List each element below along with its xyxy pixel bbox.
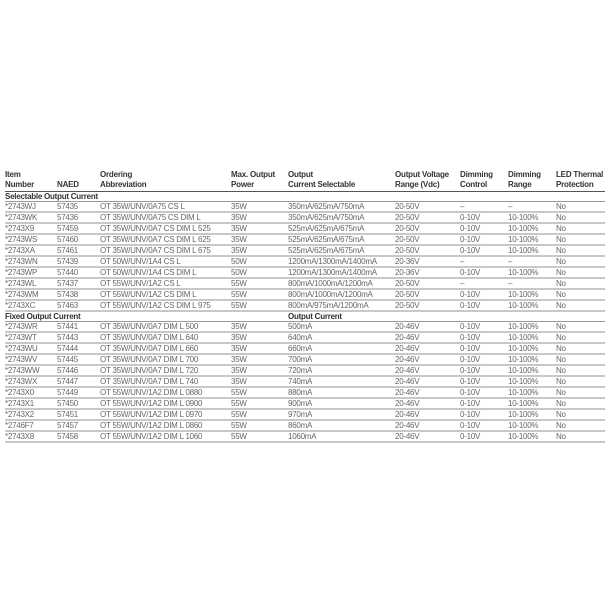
cell-output-current: 525mA/625mA/675mA <box>288 223 395 234</box>
cell-output-voltage-range: 20-46V <box>395 332 460 343</box>
table-row <box>5 376 605 387</box>
cell-dimming-range: 10-100% <box>508 322 556 333</box>
cell-dimming-range: 10-100% <box>508 354 556 365</box>
cell-dimming-control: 0-10V <box>460 289 508 300</box>
cell-max-output-power: 55W <box>231 398 288 409</box>
cell-output-current: 500mA <box>288 322 395 333</box>
cell-dimming-range: – <box>508 278 556 289</box>
cell-ordering-abbreviation: OT 35W/UNV/0A7 CS DIM L 675 <box>100 245 231 256</box>
cell-output-current: 1060mA <box>288 431 395 442</box>
column-header-line: Current Selectable <box>288 180 356 189</box>
cell-output-voltage-range: 20-50V <box>395 300 460 311</box>
cell-output-voltage-range: 20-50V <box>395 234 460 245</box>
cell-max-output-power: 55W <box>231 431 288 442</box>
table-row <box>5 365 605 376</box>
column-header-line: Abbreviation <box>100 180 147 189</box>
cell-max-output-power: 55W <box>231 289 288 300</box>
cell-dimming-range: 10-100% <box>508 245 556 256</box>
cell-ordering-abbreviation: OT 35W/UNV/0A7 DIM L 640 <box>100 332 231 343</box>
cell-dimming-control: 0-10V <box>460 212 508 223</box>
cell-ordering-abbreviation: OT 55W/UNV/1A2 CS DIM L <box>100 289 231 300</box>
cell-max-output-power: 35W <box>231 376 288 387</box>
table-row <box>5 223 605 234</box>
cell-output-current: 900mA <box>288 398 395 409</box>
cell-ordering-abbreviation: OT 35W/UNV/0A7 CS DIM L 525 <box>100 223 231 234</box>
cell-led-thermal-protection: No <box>556 431 605 442</box>
cell-led-thermal-protection: No <box>556 409 605 420</box>
cell-max-output-power: 35W <box>231 234 288 245</box>
cell-led-thermal-protection: No <box>556 420 605 431</box>
table-row <box>5 387 605 398</box>
cell-dimming-range: 10-100% <box>508 267 556 278</box>
column-header-line: LED Thermal <box>556 170 604 179</box>
cell-output-current: 1200mA/1300mA/1400mA <box>288 256 395 267</box>
table-row <box>5 332 605 343</box>
cell-item-number: *2743WW <box>5 365 57 376</box>
cell-dimming-control: 0-10V <box>460 300 508 311</box>
cell-naed: 57447 <box>57 376 100 387</box>
cell-item-number: *2743X2 <box>5 409 57 420</box>
cell-naed: 57436 <box>57 212 100 223</box>
cell-ordering-abbreviation: OT 55W/UNV/1A2 CS L <box>100 278 231 289</box>
cell-led-thermal-protection: No <box>556 387 605 398</box>
column-header-line: Dimming <box>460 170 493 179</box>
cell-output-voltage-range: 20-36V <box>395 267 460 278</box>
cell-output-voltage-range: 20-46V <box>395 365 460 376</box>
cell-dimming-control: 0-10V <box>460 322 508 333</box>
cell-led-thermal-protection: No <box>556 212 605 223</box>
column-header-led-thermal-protection <box>556 170 605 192</box>
cell-dimming-control: – <box>460 278 508 289</box>
cell-output-current: 700mA <box>288 354 395 365</box>
cell-output-voltage-range: 20-50V <box>395 202 460 213</box>
cell-led-thermal-protection: No <box>556 322 605 333</box>
cell-max-output-power: 35W <box>231 365 288 376</box>
cell-led-thermal-protection: No <box>556 234 605 245</box>
cell-naed: 57451 <box>57 409 100 420</box>
table-row <box>5 420 605 431</box>
table-row <box>5 300 605 311</box>
cell-dimming-range: 10-100% <box>508 212 556 223</box>
cell-led-thermal-protection: No <box>556 332 605 343</box>
cell-output-current: 970mA <box>288 409 395 420</box>
cell-item-number: *2743WL <box>5 278 57 289</box>
cell-output-voltage-range: 20-46V <box>395 343 460 354</box>
table-row <box>5 212 605 223</box>
table-row <box>5 409 605 420</box>
cell-dimming-range: 10-100% <box>508 223 556 234</box>
cell-naed: 57460 <box>57 234 100 245</box>
cell-naed: 57444 <box>57 343 100 354</box>
section-header-row <box>5 311 605 322</box>
cell-max-output-power: 55W <box>231 409 288 420</box>
cell-ordering-abbreviation: OT 50W/UNV/1A4 CS DIM L <box>100 267 231 278</box>
cell-output-voltage-range: 20-46V <box>395 354 460 365</box>
cell-led-thermal-protection: No <box>556 278 605 289</box>
section-subtitle: Output Current <box>288 311 605 322</box>
column-header-line: Control <box>460 180 488 189</box>
cell-naed: 57443 <box>57 332 100 343</box>
cell-item-number: *2743X0 <box>5 387 57 398</box>
cell-led-thermal-protection: No <box>556 223 605 234</box>
table-row <box>5 343 605 354</box>
column-header-line: Output Voltage <box>395 170 449 179</box>
cell-item-number: *2743X8 <box>5 431 57 442</box>
cell-dimming-control: 0-10V <box>460 365 508 376</box>
cell-output-voltage-range: 20-46V <box>395 322 460 333</box>
section-title: Selectable Output Current <box>5 192 288 202</box>
cell-max-output-power: 55W <box>231 387 288 398</box>
cell-output-voltage-range: 20-36V <box>395 256 460 267</box>
cell-dimming-control: 0-10V <box>460 343 508 354</box>
cell-dimming-range: 10-100% <box>508 409 556 420</box>
cell-dimming-control: 0-10V <box>460 398 508 409</box>
table-row <box>5 322 605 333</box>
column-header-line: Item <box>5 170 21 179</box>
cell-max-output-power: 50W <box>231 256 288 267</box>
cell-naed: 57463 <box>57 300 100 311</box>
cell-dimming-control: – <box>460 256 508 267</box>
table-row <box>5 245 605 256</box>
column-header-max-output-power <box>231 170 288 192</box>
column-header-line: Range <box>508 180 532 189</box>
cell-naed: 57458 <box>57 431 100 442</box>
cell-output-voltage-range: 20-46V <box>395 387 460 398</box>
column-header-item-number <box>5 170 57 192</box>
cell-naed: 57449 <box>57 387 100 398</box>
column-header-line: Power <box>231 180 255 189</box>
cell-max-output-power: 55W <box>231 278 288 289</box>
table-row <box>5 234 605 245</box>
cell-ordering-abbreviation: OT 55W/UNV/1A2 DIM L 0900 <box>100 398 231 409</box>
cell-led-thermal-protection: No <box>556 256 605 267</box>
cell-max-output-power: 35W <box>231 202 288 213</box>
column-header-line: Max. Output <box>231 170 276 179</box>
cell-dimming-range: 10-100% <box>508 420 556 431</box>
cell-item-number: *2743X1 <box>5 398 57 409</box>
cell-ordering-abbreviation: OT 35W/UNV/0A7 DIM L 700 <box>100 354 231 365</box>
cell-naed: 57450 <box>57 398 100 409</box>
cell-item-number: *2743WP <box>5 267 57 278</box>
cell-max-output-power: 35W <box>231 223 288 234</box>
column-header-line: Dimming <box>508 170 541 179</box>
cell-output-current: 525mA/625mA/675mA <box>288 245 395 256</box>
cell-ordering-abbreviation: OT 55W/UNV/1A2 CS DIM L 975 <box>100 300 231 311</box>
cell-led-thermal-protection: No <box>556 398 605 409</box>
cell-max-output-power: 35W <box>231 245 288 256</box>
cell-output-voltage-range: 20-50V <box>395 245 460 256</box>
column-header-line <box>57 170 100 180</box>
cell-dimming-range: 10-100% <box>508 398 556 409</box>
cell-dimming-control: 0-10V <box>460 431 508 442</box>
cell-dimming-control: 0-10V <box>460 409 508 420</box>
cell-max-output-power: 35W <box>231 212 288 223</box>
cell-ordering-abbreviation: OT 35W/UNV/0A7 DIM L 500 <box>100 322 231 333</box>
table-row <box>5 289 605 300</box>
cell-dimming-control: 0-10V <box>460 223 508 234</box>
table-row <box>5 398 605 409</box>
cell-item-number: *2743WN <box>5 256 57 267</box>
cell-naed: 57439 <box>57 256 100 267</box>
cell-output-current: 660mA <box>288 343 395 354</box>
column-header-dimming-range <box>508 170 556 192</box>
cell-naed: 57440 <box>57 267 100 278</box>
cell-dimming-control: – <box>460 202 508 213</box>
cell-naed: 57457 <box>57 420 100 431</box>
cell-led-thermal-protection: No <box>556 354 605 365</box>
cell-ordering-abbreviation: OT 35W/UNV/0A7 DIM L 740 <box>100 376 231 387</box>
cell-dimming-control: 0-10V <box>460 245 508 256</box>
cell-output-current: 740mA <box>288 376 395 387</box>
cell-max-output-power: 35W <box>231 354 288 365</box>
cell-naed: 57441 <box>57 322 100 333</box>
table-row <box>5 278 605 289</box>
table-row <box>5 354 605 365</box>
cell-output-current: 720mA <box>288 365 395 376</box>
cell-ordering-abbreviation: OT 35W/UNV/0A7 DIM L 660 <box>100 343 231 354</box>
cell-dimming-range: 10-100% <box>508 431 556 442</box>
table-header-row <box>5 170 605 192</box>
cell-dimming-range: 10-100% <box>508 365 556 376</box>
column-header-output-current <box>288 170 395 192</box>
cell-item-number: *2743WU <box>5 343 57 354</box>
cell-naed: 57438 <box>57 289 100 300</box>
cell-led-thermal-protection: No <box>556 202 605 213</box>
column-header-output-voltage-range <box>395 170 460 192</box>
table-row <box>5 256 605 267</box>
cell-dimming-range: – <box>508 202 556 213</box>
cell-output-current: 800mA/1000mA/1200mA <box>288 289 395 300</box>
column-header-naed <box>57 170 100 192</box>
cell-ordering-abbreviation: OT 55W/UNV/1A2 DIM L 0860 <box>100 420 231 431</box>
section-title: Fixed Output Current <box>5 311 288 322</box>
cell-output-current: 800mA/1000mA/1200mA <box>288 278 395 289</box>
cell-ordering-abbreviation: OT 55W/UNV/1A2 DIM L 0970 <box>100 409 231 420</box>
cell-item-number: *2743WJ <box>5 202 57 213</box>
cell-dimming-range: 10-100% <box>508 300 556 311</box>
cell-max-output-power: 35W <box>231 322 288 333</box>
cell-output-current: 1200mA/1300mA/1400mA <box>288 267 395 278</box>
cell-led-thermal-protection: No <box>556 300 605 311</box>
cell-naed: 57461 <box>57 245 100 256</box>
cell-item-number: *2743WR <box>5 322 57 333</box>
cell-output-voltage-range: 20-46V <box>395 398 460 409</box>
cell-item-number: *2743XA <box>5 245 57 256</box>
cell-led-thermal-protection: No <box>556 267 605 278</box>
cell-max-output-power: 50W <box>231 267 288 278</box>
section-subtitle <box>288 192 605 202</box>
cell-output-voltage-range: 20-50V <box>395 223 460 234</box>
table-row <box>5 267 605 278</box>
cell-item-number: *2743WS <box>5 234 57 245</box>
cell-dimming-range: 10-100% <box>508 376 556 387</box>
cell-item-number: *2743WM <box>5 289 57 300</box>
cell-dimming-control: 0-10V <box>460 354 508 365</box>
table-row <box>5 431 605 442</box>
cell-ordering-abbreviation: OT 50W/UNV/1A4 CS L <box>100 256 231 267</box>
cell-output-current: 350mA/625mA/750mA <box>288 202 395 213</box>
cell-output-current: 525mA/625mA/675mA <box>288 234 395 245</box>
cell-max-output-power: 55W <box>231 300 288 311</box>
cell-item-number: *2743XC <box>5 300 57 311</box>
cell-output-current: 640mA <box>288 332 395 343</box>
cell-output-current: 860mA <box>288 420 395 431</box>
cell-naed: 57445 <box>57 354 100 365</box>
cell-naed: 57437 <box>57 278 100 289</box>
cell-dimming-control: 0-10V <box>460 420 508 431</box>
cell-max-output-power: 35W <box>231 343 288 354</box>
cell-item-number: *2743WT <box>5 332 57 343</box>
column-header-line: Protection <box>556 180 594 189</box>
cell-dimming-control: 0-10V <box>460 387 508 398</box>
cell-output-voltage-range: 20-46V <box>395 376 460 387</box>
cell-ordering-abbreviation: OT 35W/UNV/0A75 CS DIM L <box>100 212 231 223</box>
column-header-line: Range (Vdc) <box>395 180 440 189</box>
cell-item-number: *2746F7 <box>5 420 57 431</box>
cell-dimming-control: 0-10V <box>460 267 508 278</box>
table-row <box>5 202 605 213</box>
cell-dimming-range: 10-100% <box>508 332 556 343</box>
cell-dimming-control: 0-10V <box>460 234 508 245</box>
cell-dimming-control: 0-10V <box>460 332 508 343</box>
cell-output-voltage-range: 20-46V <box>395 420 460 431</box>
column-header-ordering-abbreviation <box>100 170 231 192</box>
product-spec-table <box>5 170 605 443</box>
cell-naed: 57435 <box>57 202 100 213</box>
cell-output-voltage-range: 20-50V <box>395 278 460 289</box>
cell-output-current: 350mA/625mA/750mA <box>288 212 395 223</box>
cell-dimming-control: 0-10V <box>460 376 508 387</box>
cell-dimming-range: 10-100% <box>508 343 556 354</box>
cell-naed: 57446 <box>57 365 100 376</box>
cell-led-thermal-protection: No <box>556 289 605 300</box>
cell-output-current: 800mA/975mA/1200mA <box>288 300 395 311</box>
cell-output-voltage-range: 20-46V <box>395 431 460 442</box>
cell-ordering-abbreviation: OT 55W/UNV/1A2 DIM L 0880 <box>100 387 231 398</box>
cell-max-output-power: 55W <box>231 420 288 431</box>
cell-output-current: 880mA <box>288 387 395 398</box>
cell-led-thermal-protection: No <box>556 343 605 354</box>
cell-dimming-range: 10-100% <box>508 387 556 398</box>
cell-item-number: *2743X9 <box>5 223 57 234</box>
cell-item-number: *2743WV <box>5 354 57 365</box>
cell-output-voltage-range: 20-50V <box>395 289 460 300</box>
column-header-line: Number <box>5 180 35 189</box>
cell-dimming-range: 10-100% <box>508 234 556 245</box>
column-header-line: NAED <box>57 180 79 189</box>
cell-led-thermal-protection: No <box>556 376 605 387</box>
column-header-line: Ordering <box>100 170 133 179</box>
section-header-row <box>5 192 605 202</box>
cell-ordering-abbreviation: OT 35W/UNV/0A75 CS L <box>100 202 231 213</box>
cell-ordering-abbreviation: OT 55W/UNV/1A2 DIM L 1060 <box>100 431 231 442</box>
cell-ordering-abbreviation: OT 35W/UNV/0A7 CS DIM L 625 <box>100 234 231 245</box>
cell-ordering-abbreviation: OT 35W/UNV/0A7 DIM L 720 <box>100 365 231 376</box>
cell-output-voltage-range: 20-50V <box>395 212 460 223</box>
cell-led-thermal-protection: No <box>556 365 605 376</box>
cell-item-number: *2743WK <box>5 212 57 223</box>
cell-naed: 57459 <box>57 223 100 234</box>
cell-output-voltage-range: 20-46V <box>395 409 460 420</box>
cell-item-number: *2743WX <box>5 376 57 387</box>
column-header-line: Output <box>288 170 314 179</box>
product-spec-table-container <box>5 170 605 443</box>
cell-dimming-range: 10-100% <box>508 289 556 300</box>
cell-max-output-power: 35W <box>231 332 288 343</box>
cell-led-thermal-protection: No <box>556 245 605 256</box>
column-header-dimming-control <box>460 170 508 192</box>
cell-dimming-range: – <box>508 256 556 267</box>
